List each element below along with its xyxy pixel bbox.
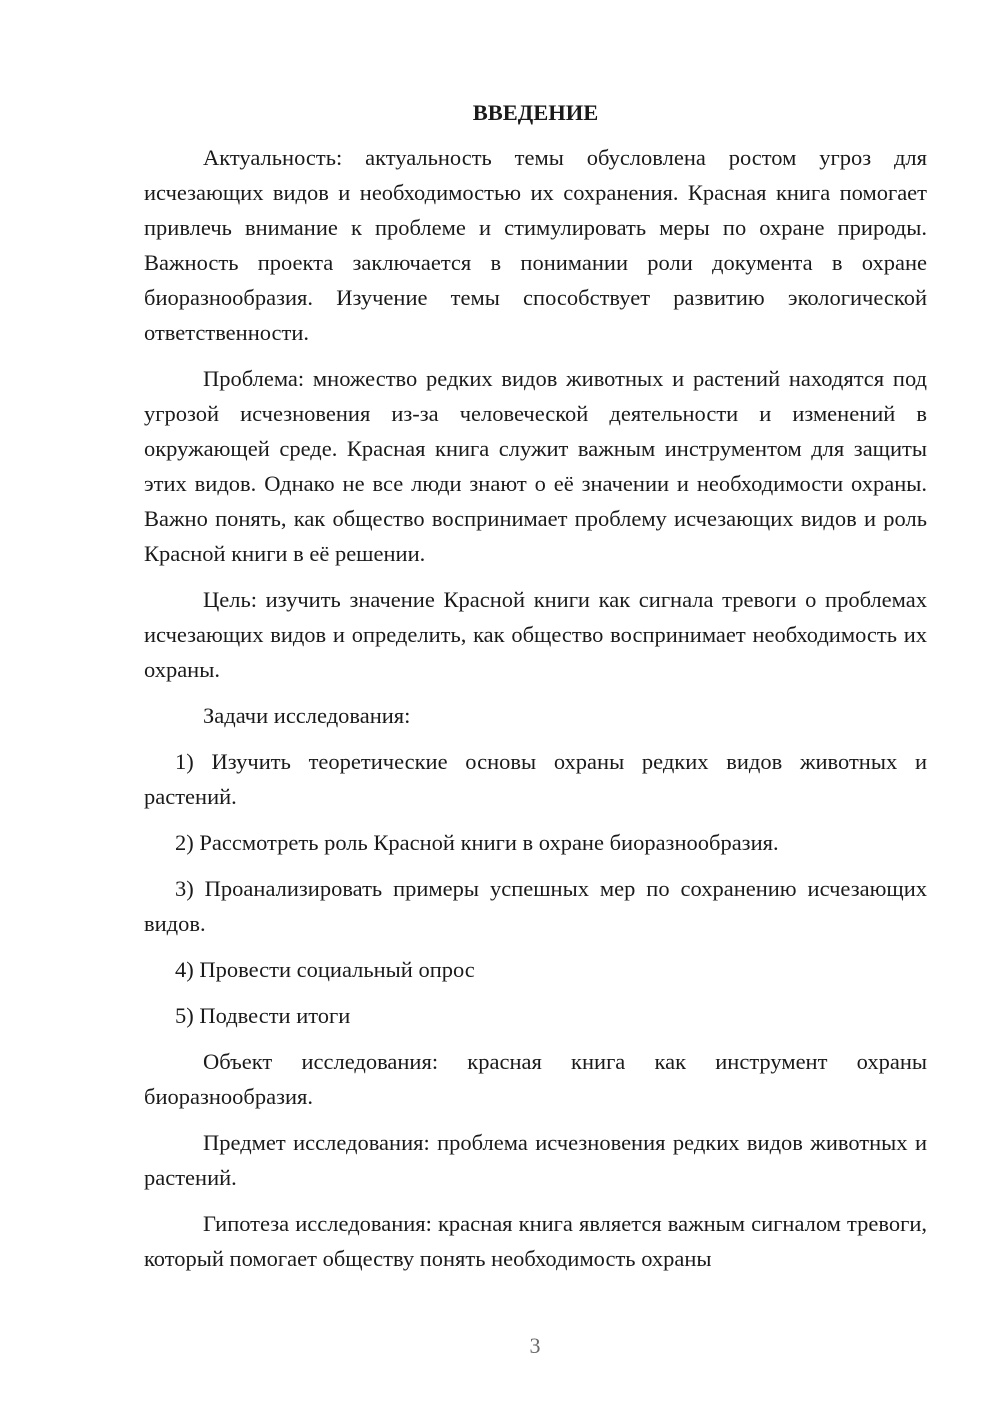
goal-paragraph: Цель: изучить значение Красной книги как сигнала тревоги о проблемах исчезающих видов и определить, как общество воспринимает необходимость их охраны. xyxy=(144,587,927,682)
problem-paragraph: Проблема: множество редких видов животных и растений находятся под угрозой исчезновения из-за человеческой деятельности и изменений в окружающей среде. Красная книга служит важным инструментом для защиты этих видов. Однако не все люди знают о её значении и необходимости охраны. Важно понять, как общество воспринимает проблему исчезающих видов и роль Красной книги в её решении. xyxy=(144,366,927,566)
object-paragraph: Объект исследования: красная книга как инструмент охраны биоразнообразия. xyxy=(144,1049,927,1109)
relevance-paragraph: Актуальность: актуальность темы обусловлена ростом угроз для исчезающих видов и необходимостью их сохранения. Красная книга помогает привлечь внимание к проблеме и стимулировать меры по охране природы. Важность проекта заключается в понимании роли документа в охране биоразнообразия. Изучение темы способствует развитию экологической ответственности. xyxy=(144,145,927,345)
task-item-1: 1) Изучить теоретические основы охраны редких видов животных и растений. xyxy=(144,749,927,809)
task-item-5: 5) Подвести итоги xyxy=(175,1003,351,1028)
hypothesis-paragraph: Гипотеза исследования: красная книга является важным сигналом тревоги, который помогает обществу понять необходимость охраны xyxy=(144,1211,927,1271)
page-number: 3 xyxy=(529,1333,541,1358)
subject-paragraph: Предмет исследования: проблема исчезновения редких видов животных и растений. xyxy=(144,1130,927,1190)
tasks-heading: Задачи исследования: xyxy=(203,703,411,728)
task-item-4: 4) Провести социальный опрос xyxy=(175,957,475,982)
section-title: ВВЕДЕНИЕ xyxy=(472,100,599,125)
task-item-3: 3) Проанализировать примеры успешных мер по сохранению исчезающих видов. xyxy=(144,876,927,936)
task-item-2: 2) Рассмотреть роль Красной книги в охране биоразнообразия. xyxy=(175,830,779,855)
